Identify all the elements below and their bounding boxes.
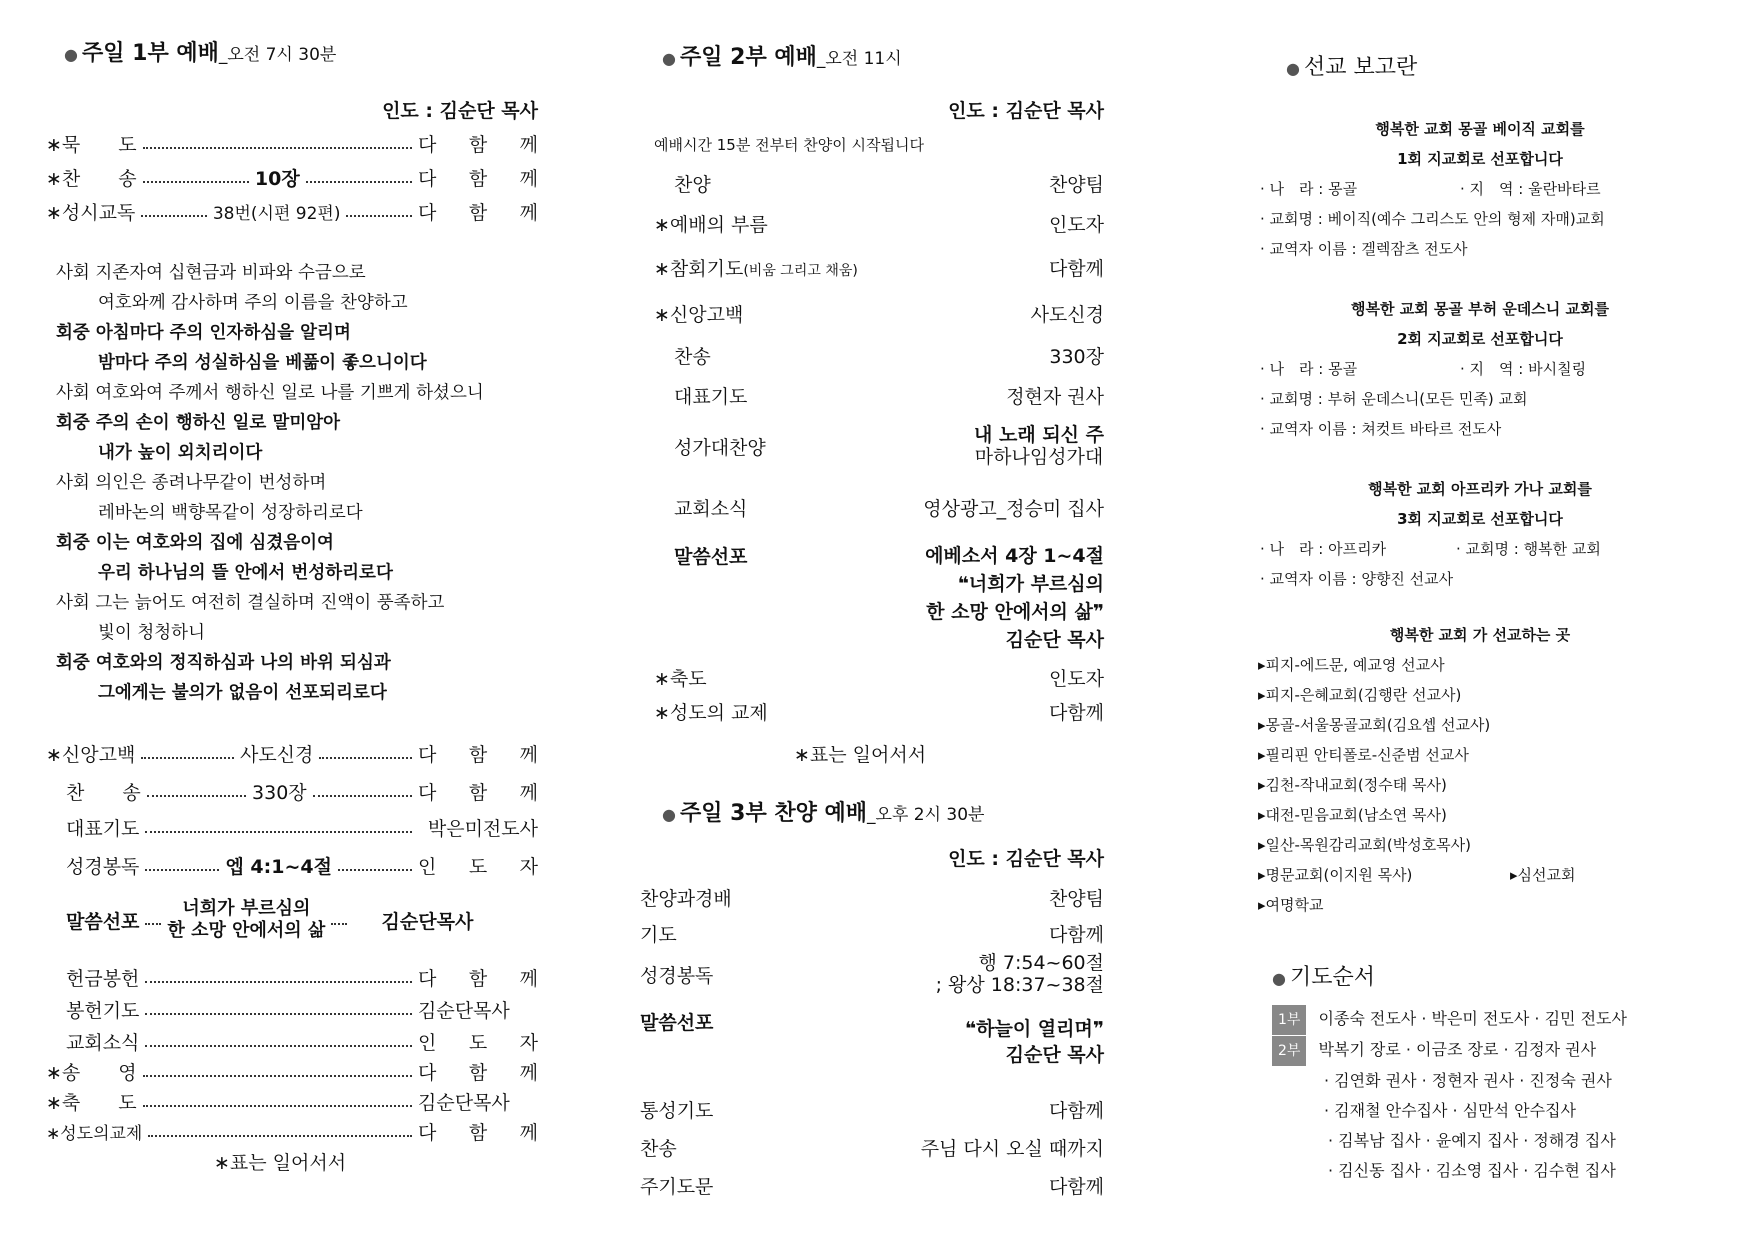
bullet-icon: ● — [662, 49, 676, 68]
order-row: 찬송 주님 다시 오실 때까지 — [640, 1138, 1104, 1160]
sermon-row: 말씀선포 에베소서 4장 1~4절 ❝너희가 부르심의 한 소망 안에서의 삶❞ 김순단 목사 — [674, 545, 1104, 651]
order-row: ∗신앙고백 사도신경 — [654, 304, 1104, 326]
bullet-icon: ● — [1286, 59, 1300, 78]
standing-note: ∗표는 일어서서 — [794, 744, 927, 766]
order-row: ∗축 도 김순단목사 — [46, 1092, 510, 1114]
choir-row: 성가대찬양 내 노래 되신 주 마하나임성가대 — [674, 424, 1104, 468]
order-row: 성경봉독 엡 4:1~4절 인 도 자 — [66, 856, 538, 878]
reading-line: 사회 여호와여 주께서 행하신 일로 나를 기쁘게 하셨으니 — [56, 383, 484, 403]
list-item: ▸몽골-서울몽골교회(김요셉 선교사) — [1258, 716, 1491, 734]
list-item: ▸김천-작내교회(정수태 목사) — [1258, 776, 1447, 794]
mission-places-title: 행복한 교회 가 선교하는 곳 — [1389, 626, 1571, 644]
bullet-icon: ● — [64, 45, 78, 64]
order-row: 찬송 330장 — [674, 346, 1104, 368]
reading-line: 여호와께 감사하며 주의 이름을 찬양하고 — [98, 293, 408, 313]
second-service-title: ● 주일 2부 예배_오전 11시 — [662, 45, 902, 70]
standing-note: ∗표는 일어서서 — [214, 1152, 347, 1174]
order-row: ∗찬 송 10장 다 함 께 — [46, 168, 538, 190]
mission-report-title: ● 선교 보고란 — [1286, 55, 1418, 80]
list-item: ▸여명학교 — [1258, 896, 1324, 914]
list-item: ▸일산-목원감리교회(박성호목사) — [1258, 836, 1472, 854]
reading-line: 사회 의인은 종려나무같이 번성하며 — [56, 473, 327, 493]
order-row: 헌금봉헌 다 함 께 — [66, 968, 538, 990]
responsive-reading — [56, 258, 484, 708]
order-row: ∗예배의 부름 인도자 — [654, 214, 1104, 236]
order-row: ∗신앙고백 사도신경 다 함 께 — [46, 744, 539, 766]
order-row: ∗축도 인도자 — [654, 668, 1104, 690]
order-row: 통성기도 다함께 — [640, 1100, 1104, 1122]
reading-line: 회중 주의 손이 행하신 일로 말미암아 — [56, 413, 341, 433]
list-item: ▸대전-믿음교회(남소연 목사) — [1258, 806, 1447, 824]
order-row: ∗성도의 교제 다함께 — [654, 702, 1104, 724]
list-item: ▸심선교회 — [1510, 866, 1576, 884]
third-service-leader: 인도 : 김순단 목사 — [948, 848, 1104, 870]
reading-line: 사회 그는 늙어도 여전히 결실하며 진액이 풍족하고 — [56, 593, 445, 613]
first-service-tag: 1부 — [1272, 1005, 1306, 1035]
order-row: ∗송 영 다 함 께 — [46, 1062, 538, 1084]
first-service-title: ● 주일 1부 예배_오전 7시 30분 — [64, 41, 337, 66]
order-row: 찬양과경배 찬양팀 — [640, 888, 1104, 910]
reading-line: 우리 하나님의 뜰 안에서 번성하리로다 — [98, 563, 393, 583]
prayer-order-title: ● 기도순서 — [1272, 965, 1375, 990]
prayer-order-list: 1부 이종숙 전도사 · 박은미 전도사 · 김민 전도사 2부 박복기 장로 · 이금조 장로 · 김정자 권사 · 김연화 권사 · 정현자 권사 · 진정숙 권사 · 김재철 안수집사 · 심만석 안수집사 · 김복남 집사 · 윤예지 집사 · 정해경 집사 · 김신동 집사 · 김소영 집사 · 김수현 집사 — [1272, 1004, 1627, 1186]
order-row: 대표기도 정현자 권사 — [674, 386, 1104, 408]
third-service-title: ● 주일 3부 찬양 예배_오후 2시 30분 — [662, 801, 985, 826]
second-service-tag: 2부 — [1272, 1036, 1306, 1066]
order-row: ∗성시교독 38번(시편 92편) 다 함 께 — [46, 202, 538, 224]
list-item: ▸피지-은혜교회(김행란 선교사) — [1258, 686, 1462, 704]
reading-line: 밤마다 주의 성실하심을 베풂이 좋으니이다 — [98, 353, 427, 373]
reading-line: 사회 지존자여 십현금과 비파와 수금으로 — [56, 263, 366, 283]
order-row: 찬양 찬양팀 — [674, 174, 1104, 196]
mission-block-2: 행복한 교회 몽골 부허 운데스니 교회를 2회 지교회로 선포합니다 · 나 라 : 몽골 · 지 역 : 바시칠링 · 교회명 : 부허 운데스니(모든 민족) 교회 · 교역자 이름 : 쳐컷트 바타르 전도사 — [1260, 300, 1609, 438]
reading-line: 회중 아침마다 주의 인자하심을 알리며 — [56, 323, 351, 343]
sermon-row: 말씀선포 ❝하늘이 열리며❞ 김순단 목사 — [640, 1012, 1104, 1066]
list-item: ▸명문교회(이지원 목사) — [1258, 866, 1413, 884]
bullet-icon: ● — [662, 805, 676, 824]
order-row: ∗성도의교제 다 함 께 — [46, 1122, 538, 1144]
order-row: ∗참회기도(비움 그리고 채움) 다함께 — [654, 258, 1104, 280]
mission-places-list — [1258, 650, 1576, 920]
reading-line: 그에게는 불의가 없음이 선포되리로다 — [98, 683, 387, 703]
second-service-leader: 인도 : 김순단 목사 — [948, 100, 1104, 122]
reading-line: 빛이 청청하니 — [98, 623, 205, 643]
list-item: ▸피지-에드문, 예교영 선교사 — [1258, 656, 1445, 674]
order-row: 대표기도 박은미전도사 — [66, 818, 538, 840]
reading-line: 레바논의 백향목같이 성장하리로다 — [98, 503, 363, 523]
first-service-leader: 인도 : 김순단 목사 — [382, 100, 538, 122]
order-row: 봉헌기도 김순단목사 — [66, 1000, 510, 1022]
reading-line: 회중 여호와의 정직하심과 나의 바위 되심과 — [56, 653, 391, 673]
reading-line: 내가 높이 외치리이다 — [98, 443, 263, 463]
order-row: 찬 송 330장 다 함 께 — [66, 782, 538, 804]
order-row: 기도 다함께 — [640, 924, 1104, 946]
order-row: 교회소식 영상광고_정승미 집사 — [674, 498, 1104, 520]
order-row: 교회소식 인 도 자 — [66, 1032, 538, 1054]
order-row: 주기도문 다함께 — [640, 1176, 1104, 1198]
list-item: ▸필리핀 안티폴로-신준범 선교사 — [1258, 746, 1469, 764]
sermon-row: 말씀선포 너희가 부르심의 한 소망 안에서의 삶 김순단목사 — [66, 898, 474, 941]
order-row: 성경봉독 행 7:54~60절 ; 왕상 18:37~38절 — [640, 952, 1104, 996]
mission-block-1: 행복한 교회 몽골 베이직 교회를 1회 지교회로 선포합니다 · 나 라 : 몽골 · 지 역 : 울란바타르 · 교회명 : 베이직(예수 그리스도 안의 형제 자매)교회 · 교역자 이름 : 겔렉잠츠 전도사 — [1260, 120, 1605, 258]
order-row: ∗묵 도 다 함 께 — [46, 134, 538, 156]
service-intro: 예배시간 15분 전부터 찬양이 시작됩니다 — [654, 136, 925, 154]
mission-block-3: 행복한 교회 아프리카 가나 교회를 3회 지교회로 선포합니다 · 나 라 : 아프리카 · 교회명 : 행복한 교회 · 교역자 이름 : 양향진 선교사 — [1260, 480, 1601, 588]
reading-line: 회중 이는 여호와의 집에 심겼음이여 — [56, 533, 334, 553]
bullet-icon: ● — [1272, 969, 1286, 988]
